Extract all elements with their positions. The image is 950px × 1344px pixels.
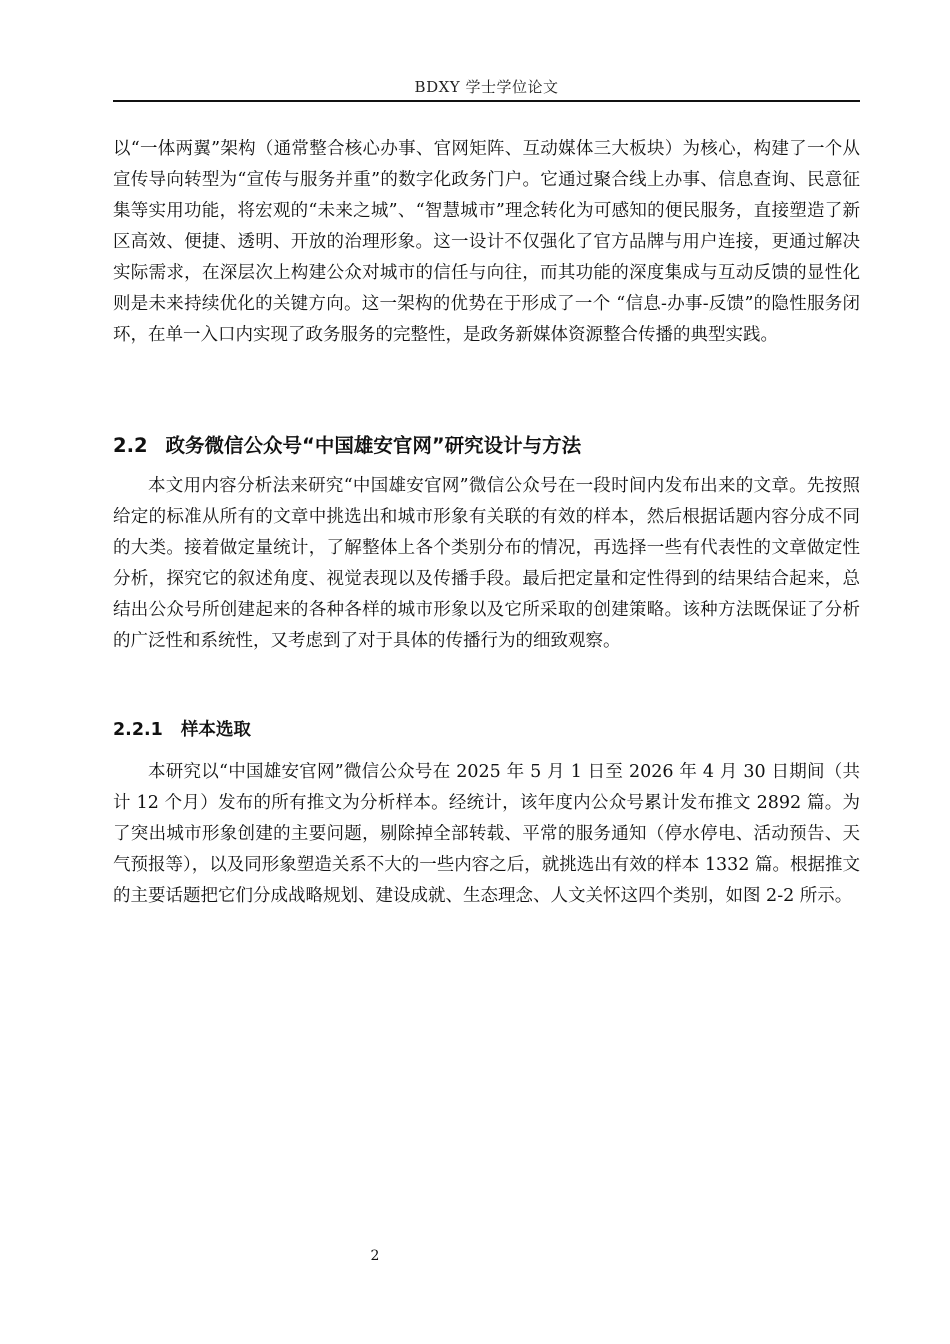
- section-number: 2.2: [113, 434, 148, 457]
- body-paragraph-1: 以“一体两翼”架构（通常整合核心办事、官网矩阵、互动媒体三大板块）为核心，构建了一个从宣传导向转型为“宣传与服务并重”的数字化政务门户。它通过聚合线上办事、信息查询、民意征集等实用功能，将宏观的“未来之城”、“智慧城市”理念转化为可感知的便民服务，直接塑造了新区高效、便捷、透明、开放的治理形象。这一设计不仅强化了官方品牌与用户连接，更通过解决实际需求，在深层次上构建公众对城市的信任与向往，而其功能的深度集成与互动反馈的显性化则是未来持续优化的关键方向。这一架构的优势在于形成了一个 “信息-办事-反馈”的隐性服务闭环，在单一入口内实现了政务服务的完整性，是政务新媒体资源整合传播的典型实践。: [113, 139, 860, 345]
- body-paragraph-2: 本文用内容分析法来研究“中国雄安官网”微信公众号在一段时间内发布出来的文章。先按照给定的标准从所有的文章中挑选出和城市形象有关联的有效的样本，然后根据话题内容分成不同的大类。接着做定量统计，了解整体上各个类别分布的情况，再选择一些有代表性的文章做定性分析，探究它的叙述角度、视觉表现以及传播手段。最后把定量和定性得到的结果结合起来，总结出公众号所创建起来的各种各样的城市形象以及它所采取的创建策略。该种方法既保证了分析的广泛性和系统性，又考虑到了对于具体的传播行为的细致观察。: [113, 476, 860, 651]
- section-title: 政务微信公众号“中国雄安官网”研究设计与方法: [165, 434, 582, 457]
- running-header: BDXY 学士学位论文: [414, 78, 559, 96]
- page-number: 2: [370, 1248, 380, 1264]
- header-divider: [113, 100, 860, 102]
- body-paragraph-3: 本研究以“中国雄安官网”微信公众号在 2025 年 5 月 1 日至 2026 年 4 月 30 日期间（共计 12 个月）发布的所有推文为分析样本。经统计，该年度内公众号累计发布推文 2892 篇。为了突出城市形象创建的主要问题，剔除掉全部转载、平常的服务通知（停水停电、活动预告、天气预报等），以及同形象塑造关系不大的一些内容之后，就挑选出有效的样本 1332 篇。根据推文的主要话题把它们分成战略规划、建设成就、生态理念、人文关怀这四个类别，如图 2-2 所示。: [113, 762, 860, 906]
- section-heading-2-2: [113, 430, 581, 458]
- subsection-heading-2-2-1: [113, 716, 251, 741]
- subsection-title: 样本选取: [180, 720, 251, 740]
- subsection-number: 2.2.1: [113, 720, 163, 740]
